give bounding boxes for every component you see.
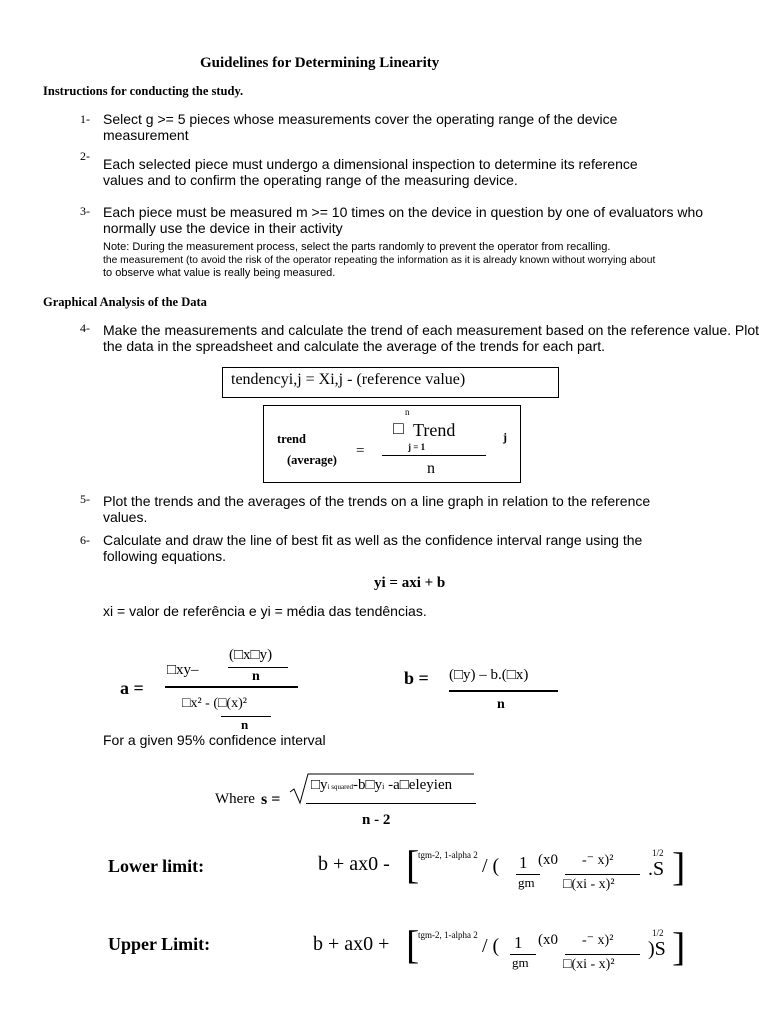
tendency-formula: tendencyi,j = Xi,j - (reference value): [231, 371, 466, 388]
b-label: b =: [404, 668, 429, 688]
note-line: Note: During the measurement process, select the parts randomly to prevent the operator from recalling.: [103, 241, 611, 253]
power-half: 1/2: [652, 848, 664, 858]
step-text: Each piece must be measured m >= 10 times on the device in question by one of evaluators who normally use the device in their activity: [103, 204, 704, 236]
radicand-subscript: i squared: [327, 783, 354, 791]
step-number: 2-: [80, 149, 90, 163]
step-number: 4-: [80, 321, 90, 335]
radicand-part: -a□eleyien: [384, 777, 453, 793]
s-label: s =: [261, 791, 281, 808]
a-denominator-fraction-bottom: n: [241, 717, 249, 732]
a-numerator-fraction-bottom: n: [252, 669, 260, 684]
x0-term: (x0: [538, 852, 558, 868]
page-title: Guidelines for Determining Linearity: [200, 55, 440, 71]
radicand-part: □y: [311, 777, 328, 793]
slash-paren: / (: [482, 935, 500, 957]
step-text: [103, 322, 763, 354]
confidence-text: For a given 95% confidence interval: [103, 732, 326, 748]
a-denominator: □x² - (□(x)²: [182, 696, 247, 711]
step-number: 1-: [80, 112, 90, 126]
one: 1: [519, 853, 528, 872]
b-numerator: (□y) – b.(□x): [449, 667, 529, 683]
upper-limit-expression: b + ax0 +: [313, 933, 390, 955]
slash-paren: / (: [482, 855, 500, 877]
left-bracket-icon: [: [406, 842, 420, 887]
s-fraction-bar: [306, 803, 476, 804]
lower-denominator: □(xi - x)²: [563, 877, 615, 892]
sum-upper-limit: n: [405, 407, 410, 417]
lower-limit-expression: b + ax0 -: [318, 853, 390, 875]
step-text: Each selected piece must undergo a dimensional inspection to determine its reference values and to confirm the operating range of the measuring device.: [103, 156, 638, 188]
left-bracket-icon: [: [406, 922, 420, 967]
fraction-bar: [382, 455, 486, 456]
graphical-heading: Graphical Analysis of the Data: [43, 295, 207, 309]
s-denominator: n - 2: [362, 812, 391, 828]
upper-denominator: □(xi - x)²: [563, 957, 615, 972]
fraction-bar: [565, 954, 640, 955]
step-text: Calculate and draw the line of best fit as well as the confidence interval range using the following equations.: [103, 532, 643, 564]
step-number: 6-: [80, 533, 90, 547]
step-number: 5-: [80, 492, 90, 506]
radicand-subscript: i: [382, 782, 385, 791]
t-subscript: tgm-2, 1-alpha 2: [418, 850, 478, 860]
b-denominator: n: [497, 697, 505, 712]
sum-lower-limit: j = 1: [408, 442, 426, 452]
gm: gm: [518, 875, 535, 890]
note-line: to observe what value is really being measured.: [103, 267, 336, 279]
step-number: 3-: [80, 204, 90, 218]
power-half: 1/2: [652, 928, 664, 938]
xbar-term: -⁻ x)²: [582, 933, 614, 948]
t-subscript: tgm-2, 1-alpha 2: [418, 930, 478, 940]
average-label: (average): [287, 453, 337, 467]
a-numerator-left: □xy–: [167, 662, 199, 678]
right-bracket-icon: ]: [672, 844, 686, 889]
denominator: n: [427, 460, 435, 477]
a-main-fraction-bar: [165, 686, 298, 688]
sum-text: Trend: [413, 420, 456, 440]
step-text: Plot the trends and the averages of the trends on a line graph in relation to the reference values.: [103, 493, 651, 525]
definitions-text: xi = valor de referência e yi = média das tendências.: [103, 603, 427, 619]
right-bracket-icon: ]: [672, 924, 686, 969]
upper-limit-label: Upper Limit:: [108, 934, 211, 954]
where-label: Where: [215, 791, 255, 807]
subscript-j: j: [503, 430, 507, 444]
fraction-bar: [565, 874, 640, 875]
a-label: a =: [120, 678, 144, 698]
inner-fraction-bar: [228, 667, 288, 668]
lower-limit-label: Lower limit:: [108, 856, 205, 876]
step-text: Select g >= 5 pieces whose measurements cover the operating range of the device measurement: [103, 111, 618, 143]
sum-symbol-icon: □: [393, 418, 404, 438]
gm: gm: [512, 955, 529, 970]
line-equation: yi = axi + b: [374, 575, 446, 591]
a-numerator-fraction-top: (□x□y): [229, 647, 273, 663]
equals-sign: =: [356, 443, 365, 459]
s-radicand: [311, 777, 452, 794]
radicand-part: -b□y: [353, 777, 383, 793]
xbar-term: -⁻ x)²: [582, 853, 614, 868]
note-line: the measurement (to avoid the risk of the operator repeating the information as it is already known without worrying about: [103, 255, 656, 266]
step-text-content: Make the measurements and calculate the trend of each measurement based on the reference value. Plot the data in the spreadsheet and calculate the average of the trends for each part.: [103, 322, 760, 354]
b-fraction-bar: [449, 690, 558, 692]
trend-label: trend: [277, 432, 306, 446]
note-block: [103, 241, 743, 280]
x0-term: (x0: [538, 932, 558, 948]
instructions-heading: Instructions for conducting the study.: [43, 84, 244, 98]
s-factor: )S: [648, 938, 666, 960]
s-factor: .S: [648, 858, 665, 880]
one: 1: [514, 933, 523, 952]
